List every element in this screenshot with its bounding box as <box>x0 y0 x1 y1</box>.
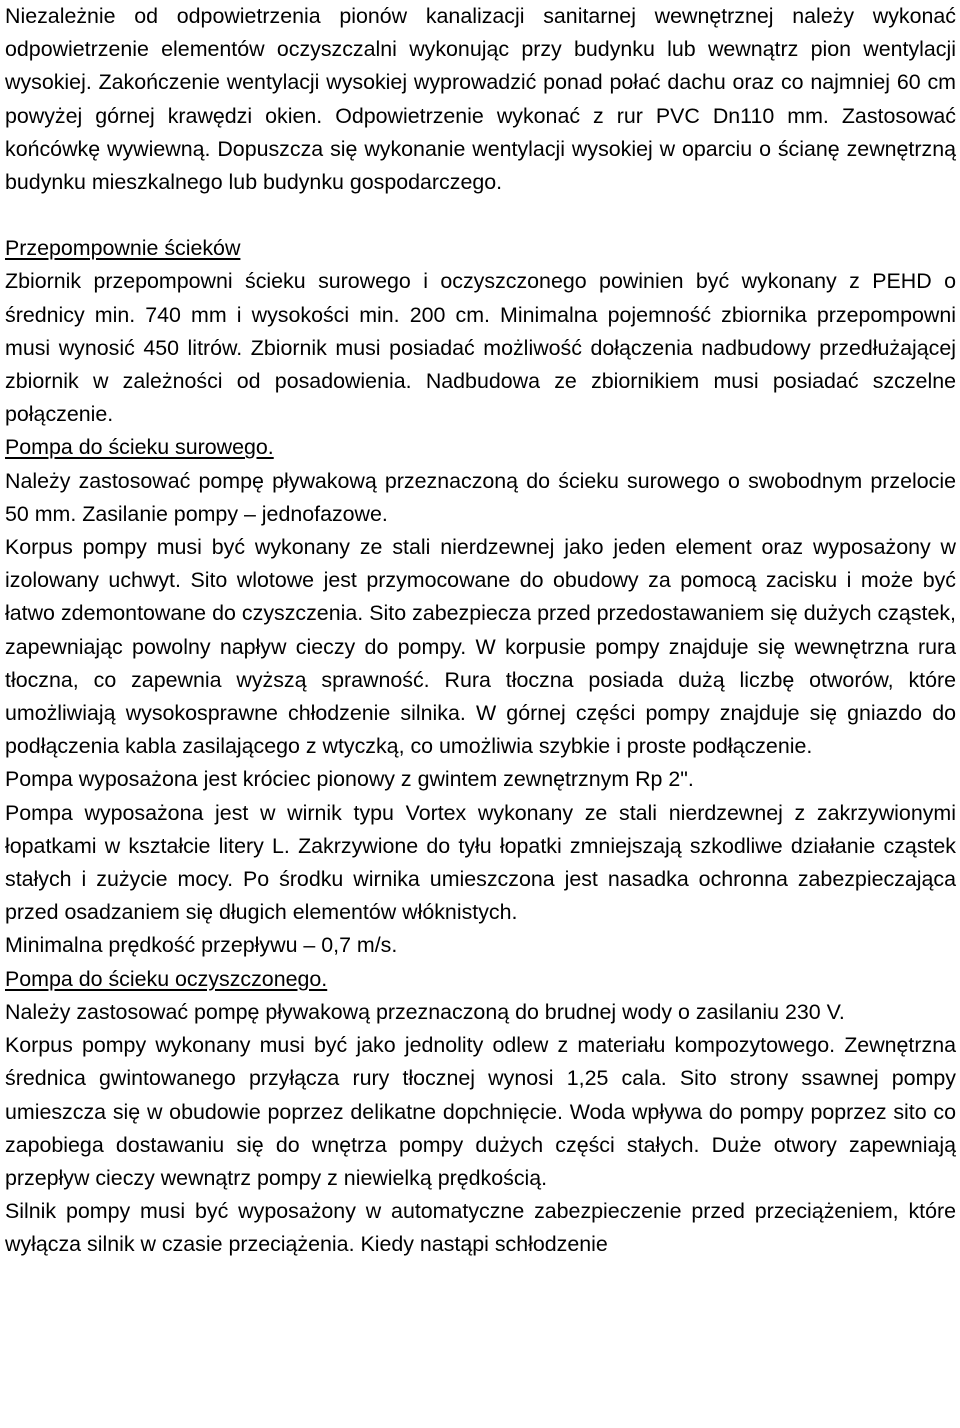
raw-pump-flow-paragraph: Minimalna prędkość przepływu – 0,7 m/s. <box>5 933 398 958</box>
section-heading-pumping-stations: Przepompownie ścieków <box>5 236 241 261</box>
raw-pump-intro-paragraph: Należy zastosować pompę pływakową przeznaczoną do ścieku surowego o swobodnym przelocie 50 mm. Zasilanie pompy – jednofazowe. <box>5 468 956 526</box>
subheading-raw-sewage-pump: Pompa do ścieku surowego. <box>5 435 274 460</box>
raw-pump-impeller-paragraph: Pompa wyposażona jest w wirnik typu Vortex wykonany ze stali nierdzewnej z zakrzywionymi łopatkami w kształcie litery L. Zakrzywione do tyłu łopatki zmniejszają szkodliwe działanie cząstek stałych i zużycie mocy. Po środku wirnika umieszczona jest nasadka ochronna zabezpieczająca przed osadzaniem się długich elementów włóknistych. <box>5 800 956 925</box>
document-page <box>5 0 956 1262</box>
tank-paragraph: Zbiornik przepompowni ścieku surowego i oczyszczonego powinien być wykonany z PEHD o średnicy min. 740 mm i wysokości min. 200 cm. Minimalna pojemność zbiornika przepompowni musi wynosić 450 litrów. Zbiornik musi posiadać możliwość dołączenia nadbudowy przedłużającej zbiornik w zależności od posadowienia. Nadbudowa ze zbiornikiem musi posiadać szczelne połączenie. <box>5 269 956 427</box>
subheading-treated-sewage-pump: Pompa do ścieku oczyszczonego. <box>5 966 328 991</box>
treated-pump-intro-paragraph: Należy zastosować pompę pływakową przeznaczoną do brudnej wody o zasilaniu 230 V. <box>5 999 845 1024</box>
raw-pump-connector-paragraph: Pompa wyposażona jest króciec pionowy z gwintem zewnętrznym Rp 2". <box>5 767 694 792</box>
raw-pump-body-paragraph: Korpus pompy musi być wykonany ze stali nierdzewnej jako jeden element oraz wyposażony w izolowany uchwyt. Sito wlotowe jest przymocowane do obudowy za pomocą zacisku i może być łatwo zdemontowane do czyszczenia. Sito zabezpiecza przed przedostawaniem się dużych cząstek, zapewniając powolny napływ cieczy do pompy. W korpusie pompy znajduje się wewnętrzna rura tłoczna, co zapewnia wyższą sprawność. Rura tłoczna posiada dużą liczbę otworów, które umożliwiają wysokosprawne chłodzenie silnika. W górnej części pompy znajduje się gniazdo do podłączenia kabla zasilającego z wtyczką, co umożliwia szybkie i proste podłączenie. <box>5 535 956 759</box>
ventilation-paragraph: Niezależnie od odpowietrzenia pionów kanalizacji sanitarnej wewnętrznej należy wykonać odpowietrzenie elementów oczyszczalni wykonując przy budynku lub wewnątrz pion wentylacji wysokiej. Zakończenie wentylacji wysokiej wyprowadzić ponad połać dachu oraz co najmniej 60 cm powyżej górnej krawędzi okien. Odpowietrzenie wykonać z rur PVC Dn110 mm. Zastosować końcówkę wywiewną. Dopuszcza się wykonanie wentylacji wysokiej w oparciu o ścianę zewnętrzną budynku mieszkalnego lub budynku gospodarczego. <box>5 4 956 195</box>
treated-pump-body-paragraph: Korpus pompy wykonany musi być jako jednolity odlew z materiału kompozytowego. Zewnętrzna średnica gwintowanego przyłącza rury tłocznej wynosi 1,25 cala. Sito strony ssawnej pompy umieszcza się w obudowie poprzez delikatne dopchnięcie. Woda wpływa do pompy poprzez sito co zapobiega dostawaniu się do wnętrza pompy dużych części stałych. Duże otwory zapewniają przepływ cieczy wewnątrz pompy z niewielką prędkością. <box>5 1033 956 1190</box>
treated-pump-motor-paragraph: Silnik pompy musi być wyposażony w automatyczne zabezpieczenie przed przeciążeniem, które wyłącza silnik w czasie przeciążenia. Kiedy nastąpi schłodzenie <box>5 1199 956 1257</box>
